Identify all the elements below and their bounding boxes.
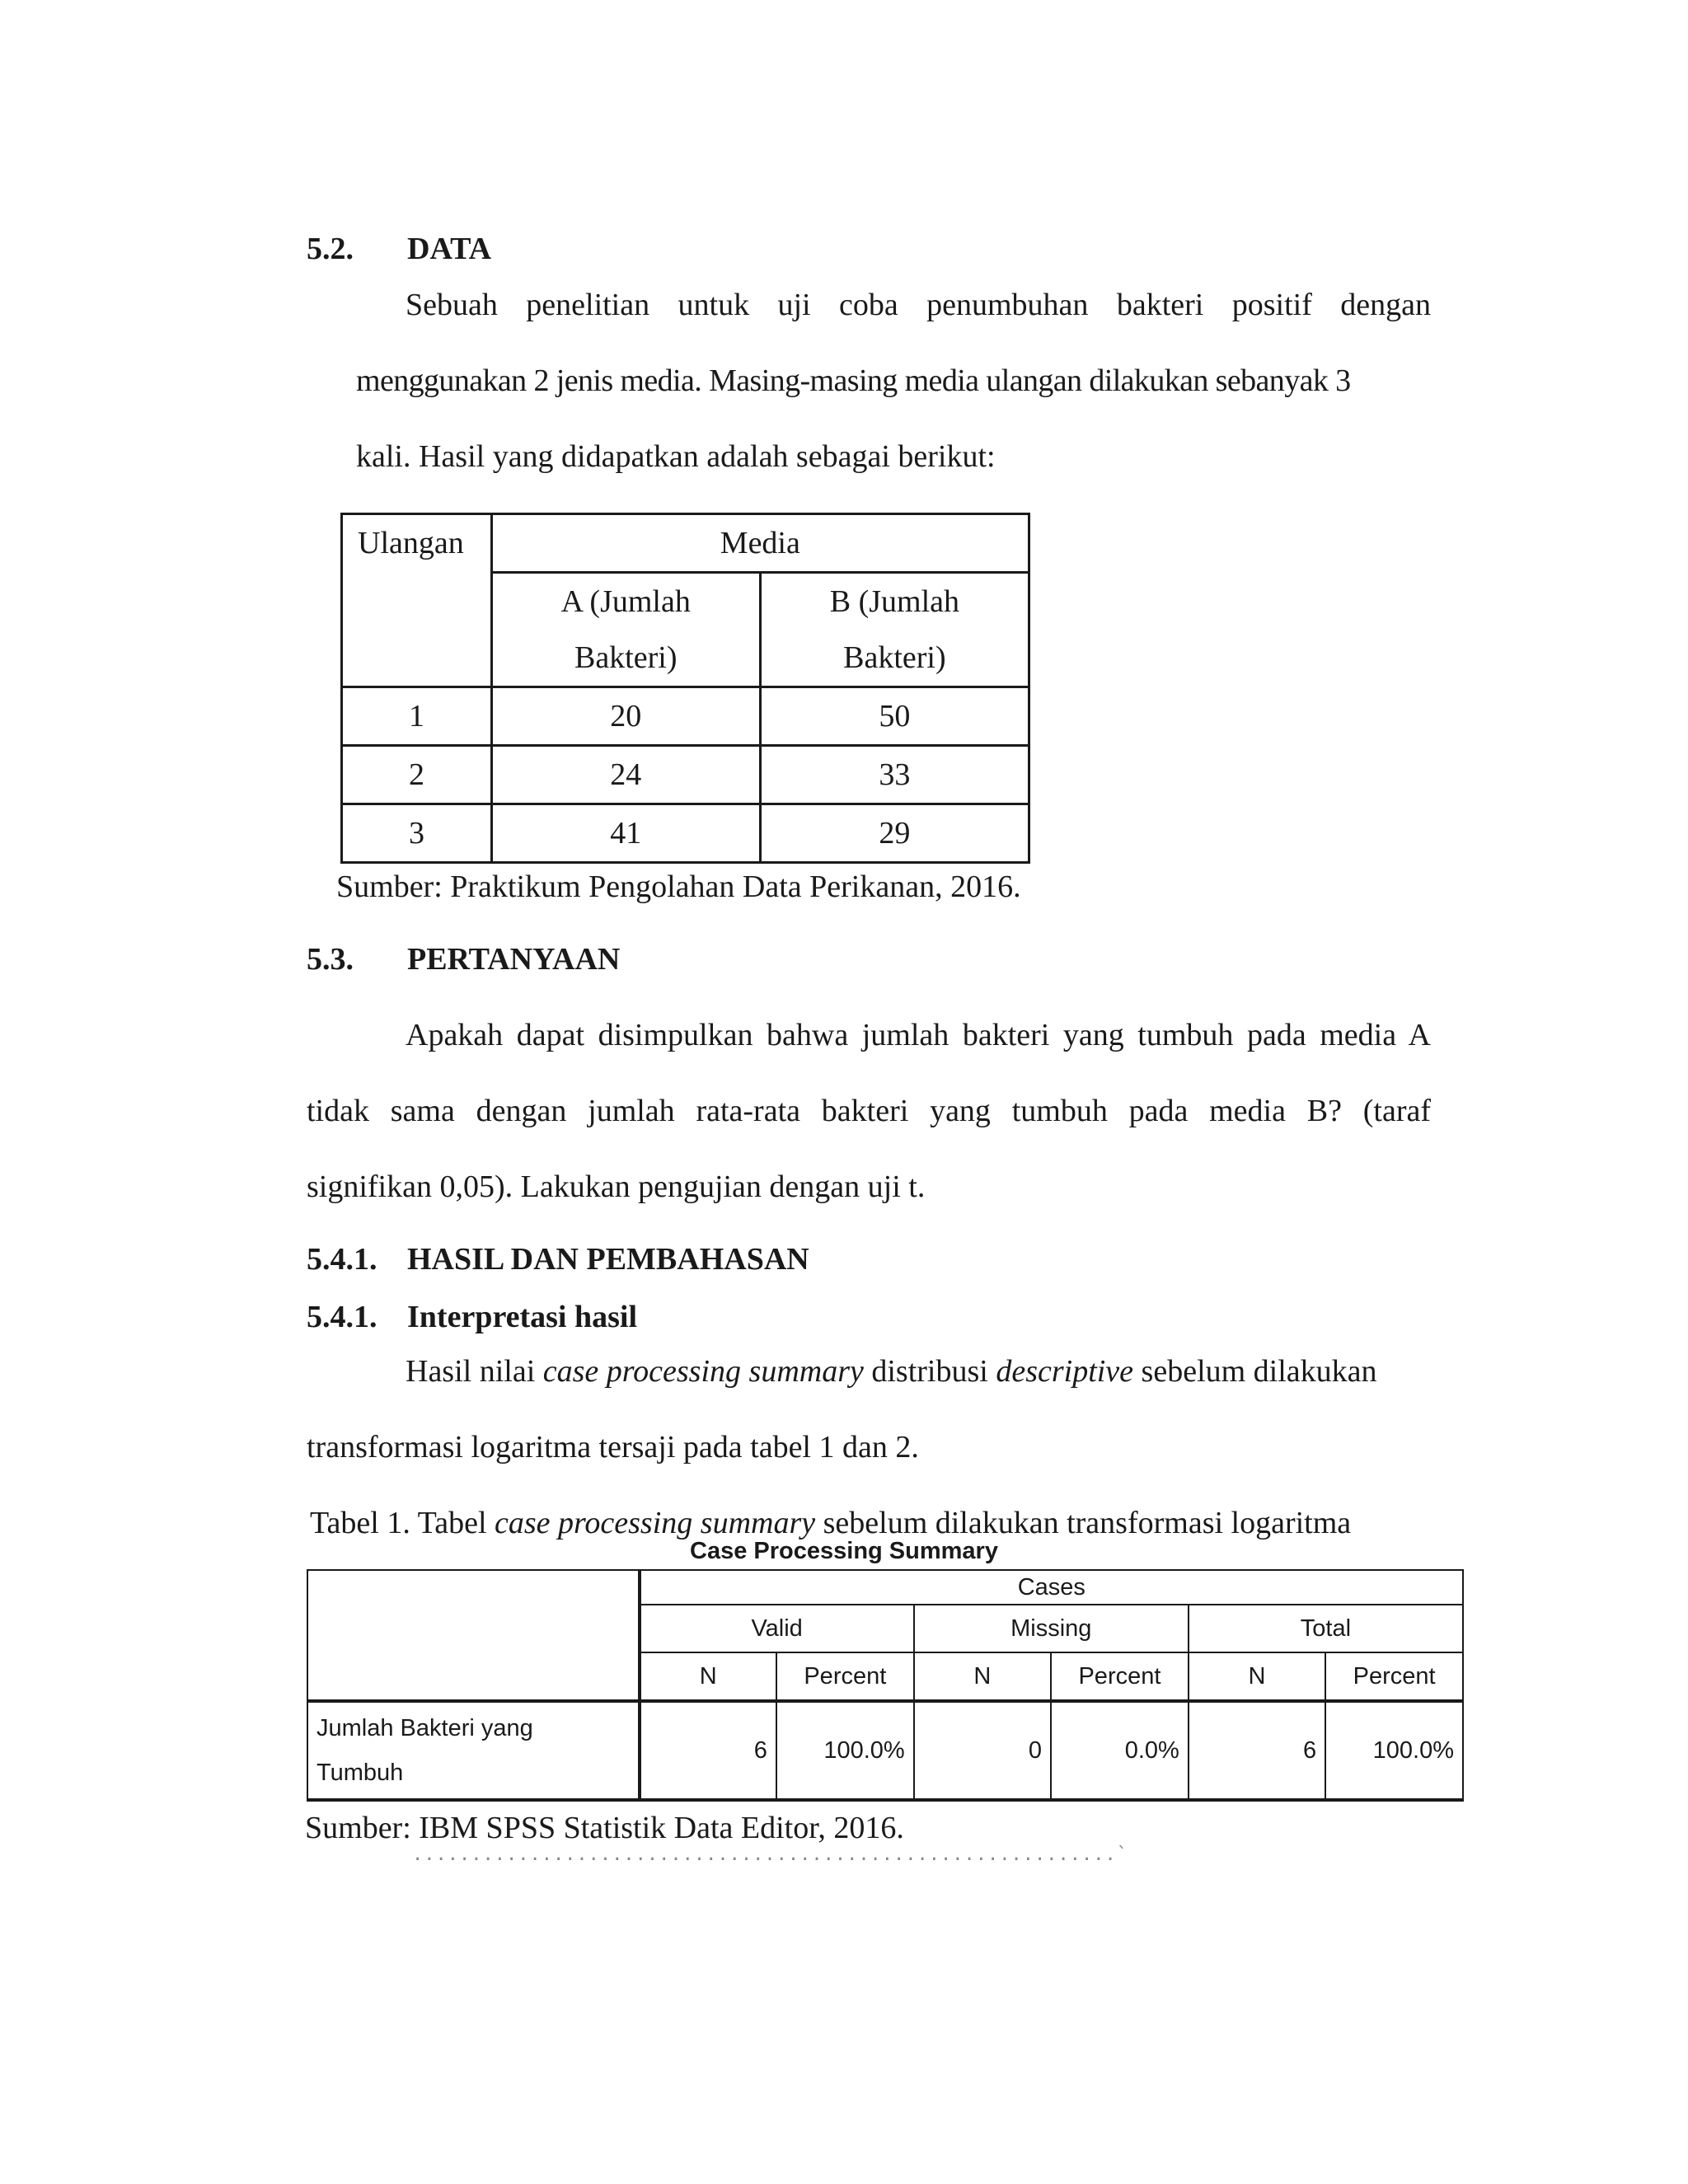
- paragraph-line: tidak sama dengan jumlah rata-rata bakteri yang tumbuh pada media B? (taraf: [307, 1094, 1431, 1128]
- paragraph-line: kali. Hasil yang didapatkan adalah sebagai berikut:: [356, 439, 996, 474]
- missing-n: 0: [914, 1701, 1051, 1800]
- cell-media-b: 29: [760, 804, 1029, 863]
- corner-cell: [307, 1570, 640, 1701]
- total-percent: 100.0%: [1325, 1701, 1463, 1800]
- section-number: 5.4.1.: [307, 1300, 377, 1334]
- valid-n: 6: [640, 1701, 776, 1800]
- table-source: Sumber: IBM SPSS Statistik Data Editor, 2016.: [305, 1811, 904, 1845]
- paragraph-line: signifikan 0,05). Lakukan pengujian dengan uji t.: [307, 1169, 926, 1204]
- total-n: 6: [1189, 1701, 1325, 1800]
- header-cases: Cases: [640, 1570, 1463, 1605]
- cell-media-a: 41: [491, 804, 760, 863]
- section-heading-results: [307, 1241, 1048, 1279]
- paragraph-line: transformasi logaritma tersaji pada tabel 1 dan 2.: [307, 1430, 919, 1465]
- paragraph-line: Apakah dapat disimpulkan bahwa jumlah bakteri yang tumbuh pada media A: [406, 1018, 1431, 1052]
- header-ulangan: Ulangan: [342, 514, 492, 687]
- italic-term: case processing summary: [542, 1354, 864, 1389]
- cell-ulangan: 1: [342, 687, 492, 746]
- paragraph-line: Sebuah penelitian untuk uji coba penumbuhan bakteri positif dengan: [406, 288, 1431, 322]
- paragraph-line: menggunakan 2 jenis media. Masing-masing media ulangan dilakukan sebanyak 3: [356, 363, 1351, 398]
- table-row: [342, 804, 1029, 863]
- section-heading-data: [307, 231, 966, 269]
- header-media-a-line1: A (Jumlah: [491, 573, 760, 630]
- header-n: N: [914, 1652, 1051, 1701]
- section-heading-interpretation: [307, 1299, 1048, 1337]
- header-percent: Percent: [1325, 1652, 1463, 1701]
- header-n: N: [640, 1652, 776, 1701]
- header-media-b-line1: B (Jumlah: [760, 573, 1029, 630]
- cell-media-a: 24: [491, 746, 760, 804]
- section-number: 5.2.: [307, 232, 354, 266]
- paragraph-line: Hasil nilai case processing summary distribusi descriptive sebelum dilakukan: [406, 1354, 1377, 1389]
- header-media: Media: [491, 514, 1029, 573]
- missing-percent: 0.0%: [1051, 1701, 1189, 1800]
- cell-ulangan: 2: [342, 746, 492, 804]
- header-valid: Valid: [640, 1605, 914, 1652]
- header-percent: Percent: [1051, 1652, 1189, 1701]
- section-title: DATA: [407, 232, 492, 266]
- section-title: PERTANYAAN: [407, 942, 621, 977]
- table-row: [307, 1701, 1463, 1800]
- header-media-a-line2: Bakteri): [491, 630, 760, 687]
- cell-ulangan: 3: [342, 804, 492, 863]
- spss-table-title: Case Processing Summary: [690, 1538, 998, 1564]
- section-heading-question: [307, 941, 966, 979]
- row-label: Jumlah Bakteri yang Tumbuh: [307, 1701, 640, 1800]
- header-n: N: [1189, 1652, 1325, 1701]
- header-media-b-line2: Bakteri): [760, 630, 1029, 687]
- header-percent: Percent: [776, 1652, 914, 1701]
- cell-media-a: 20: [491, 687, 760, 746]
- table-source: Sumber: Praktikum Pengolahan Data Perikanan, 2016.: [336, 869, 1021, 904]
- table-row: [342, 746, 1029, 804]
- section-number: 5.3.: [307, 942, 354, 977]
- bacteria-data-table: [340, 513, 1030, 864]
- italic-term: descriptive: [996, 1354, 1134, 1389]
- cell-media-b: 33: [760, 746, 1029, 804]
- section-title: Interpretasi hasil: [407, 1300, 638, 1334]
- case-processing-summary-table: [307, 1569, 1464, 1802]
- cell-media-b: 50: [760, 687, 1029, 746]
- table-caption: Tabel 1. Tabel case processing summary sebelum dilakukan transformasi logaritma: [310, 1506, 1352, 1540]
- valid-percent: 100.0%: [776, 1701, 914, 1800]
- header-total: Total: [1189, 1605, 1463, 1652]
- section-number: 5.4.1.: [307, 1242, 377, 1277]
- table-row: [342, 687, 1029, 746]
- footer-dotted-line: ............................................................`: [412, 1844, 1128, 1865]
- header-missing: Missing: [914, 1605, 1189, 1652]
- italic-term: case processing summary: [495, 1506, 816, 1540]
- section-title: HASIL DAN PEMBAHASAN: [407, 1242, 809, 1277]
